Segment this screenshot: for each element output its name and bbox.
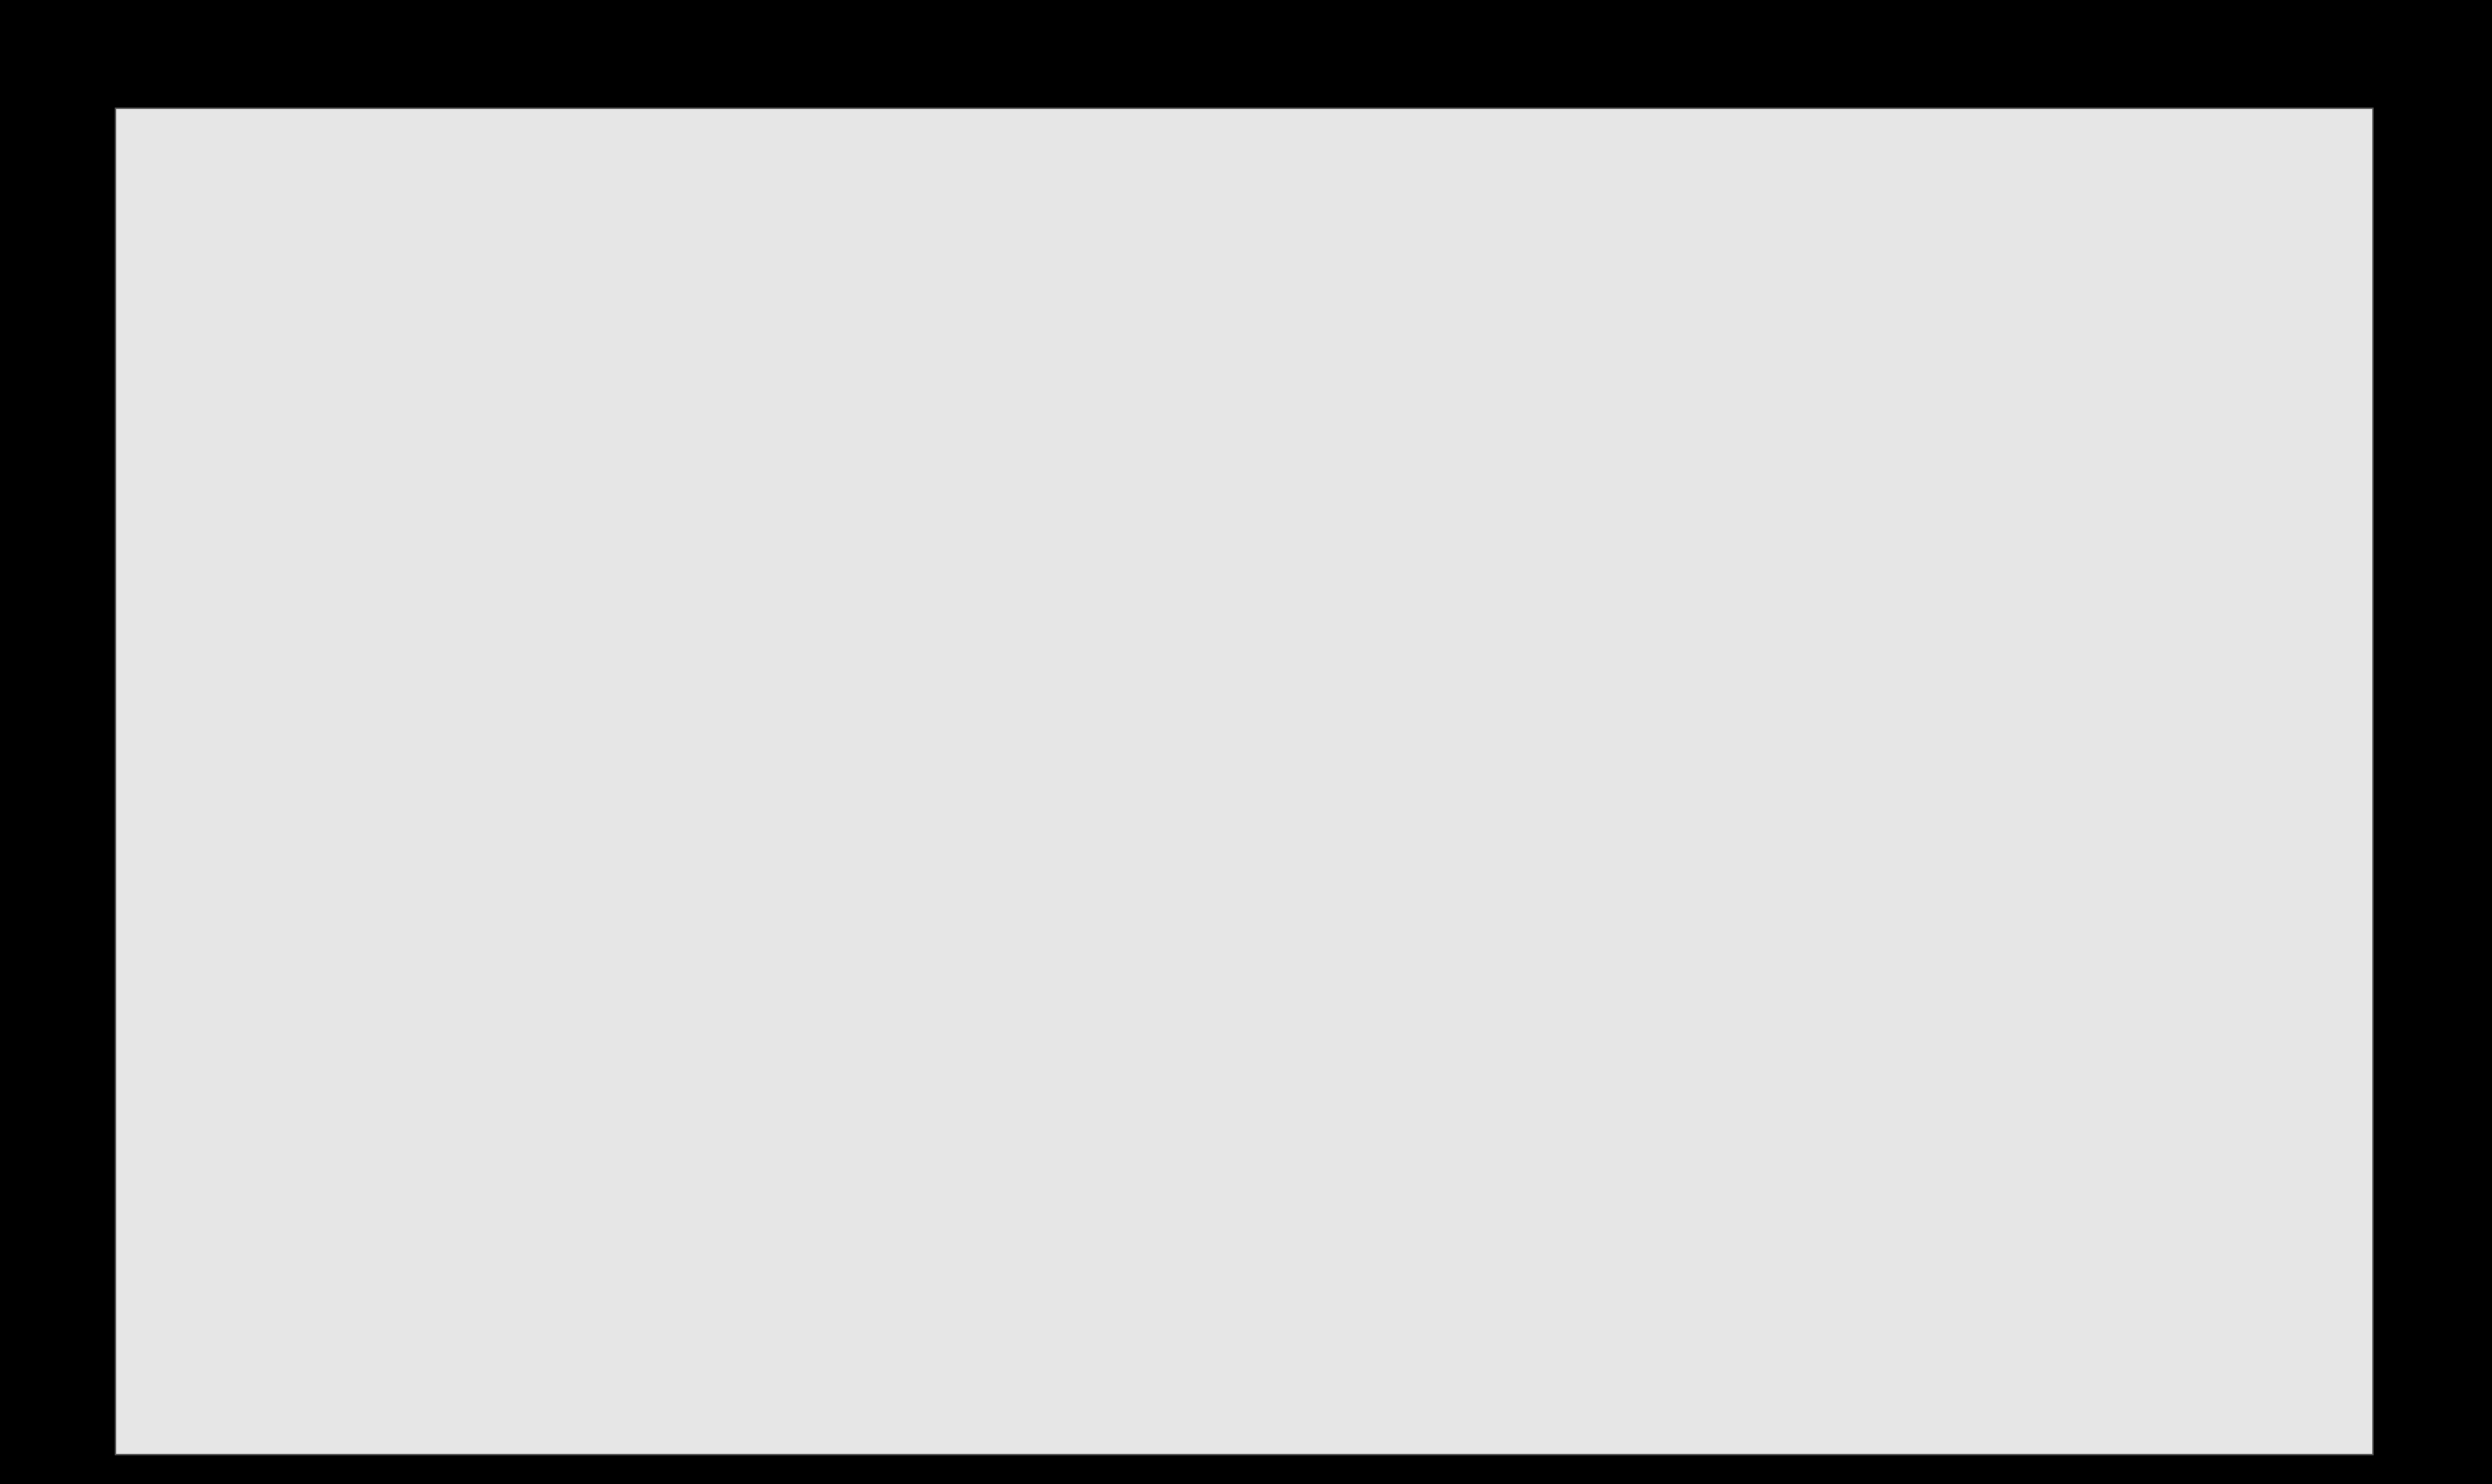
census-card-sheet (115, 108, 2374, 1455)
